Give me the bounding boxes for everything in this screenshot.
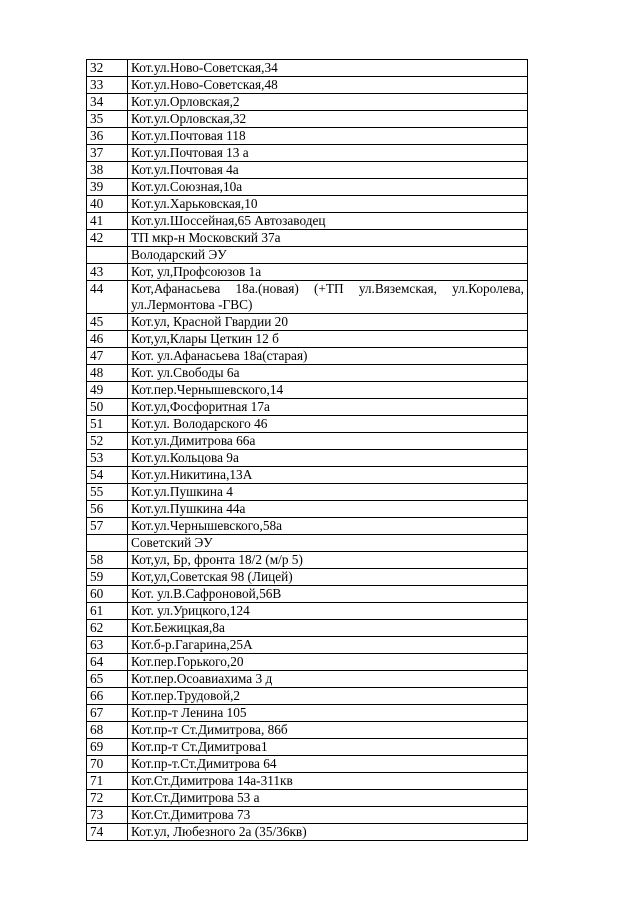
- table-row: [87, 739, 528, 756]
- row-number: 64: [87, 654, 128, 671]
- row-number: 65: [87, 671, 128, 688]
- boiler-name: Кот.Ст.Димитрова 14а-311кв: [128, 773, 528, 790]
- boiler-name: Кот. ул.В.Сафроновой,56В: [128, 586, 528, 603]
- boiler-name: Кот,ул,Клары Цеткин 12 б: [128, 331, 528, 348]
- table-row: [87, 824, 528, 841]
- table-row: [87, 620, 528, 637]
- row-number: 44: [87, 281, 128, 314]
- boiler-name: Кот.пр-т Ст.Димитрова, 86б: [128, 722, 528, 739]
- boiler-name: Кот.Ст.Димитрова 53 а: [128, 790, 528, 807]
- boiler-name: Кот.ул.Димитрова 66а: [128, 433, 528, 450]
- section-title: Советский ЭУ: [128, 535, 528, 552]
- table-row: [87, 688, 528, 705]
- row-number: 37: [87, 145, 128, 162]
- row-number: 56: [87, 501, 128, 518]
- section-header-row: [87, 535, 528, 552]
- table-row: [87, 807, 528, 824]
- boiler-name: Кот.ул. Володарского 46: [128, 416, 528, 433]
- row-number: 33: [87, 77, 128, 94]
- row-number: 34: [87, 94, 128, 111]
- row-number: 54: [87, 467, 128, 484]
- row-number: 38: [87, 162, 128, 179]
- row-number: 58: [87, 552, 128, 569]
- boiler-name: Кот.ул.Ново-Советская,34: [128, 60, 528, 77]
- boiler-name: Кот.пр-т Ст.Димитрова1: [128, 739, 528, 756]
- table-row: [87, 60, 528, 77]
- row-number: 59: [87, 569, 128, 586]
- table-row: [87, 416, 528, 433]
- table-row: [87, 331, 528, 348]
- boiler-name: Кот.ул.Пушкина 44а: [128, 501, 528, 518]
- boiler-name: Кот.ул.Никитина,13А: [128, 467, 528, 484]
- table-row: [87, 179, 528, 196]
- table-row: [87, 569, 528, 586]
- table-row: [87, 671, 528, 688]
- table-body: [87, 60, 528, 841]
- row-number: 43: [87, 264, 128, 281]
- table-row: [87, 484, 528, 501]
- row-number: 39: [87, 179, 128, 196]
- row-number: 61: [87, 603, 128, 620]
- table-row: [87, 281, 528, 314]
- row-number: [87, 535, 128, 552]
- boiler-name: Кот.ул.Кольцова 9а: [128, 450, 528, 467]
- row-number: 57: [87, 518, 128, 535]
- boiler-list-table: [86, 59, 528, 841]
- boiler-name: Кот.ул.Почтовая 13 а: [128, 145, 528, 162]
- row-number: 55: [87, 484, 128, 501]
- boiler-name: Кот,Афанасьева 18а.(новая) (+ТП ул.Вяземская, ул.Королева, ул.Лермонтова -ГВС): [128, 281, 528, 314]
- row-number: 73: [87, 807, 128, 824]
- table-row: [87, 433, 528, 450]
- boiler-name: Кот.пер.Горького,20: [128, 654, 528, 671]
- table-row: [87, 756, 528, 773]
- row-number: 60: [87, 586, 128, 603]
- table-row: [87, 637, 528, 654]
- table-row: [87, 399, 528, 416]
- boiler-name: Кот.ул, Красной Гвардии 20: [128, 314, 528, 331]
- boiler-name: Кот.пр-т.Ст.Димитрова 64: [128, 756, 528, 773]
- table-row: [87, 348, 528, 365]
- row-number: 49: [87, 382, 128, 399]
- boiler-name: Кот.ул,Фосфоритная 17а: [128, 399, 528, 416]
- row-number: 46: [87, 331, 128, 348]
- boiler-name: Кот.ул.Харьковская,10: [128, 196, 528, 213]
- boiler-name: Кот.б-р.Гагарина,25А: [128, 637, 528, 654]
- boiler-name: Кот.Ст.Димитрова 73: [128, 807, 528, 824]
- table-row: [87, 654, 528, 671]
- table-row: [87, 94, 528, 111]
- row-number: 53: [87, 450, 128, 467]
- table-row: [87, 145, 528, 162]
- row-number: 51: [87, 416, 128, 433]
- row-number: [87, 247, 128, 264]
- table-row: [87, 128, 528, 145]
- boiler-name: Кот,ул,Советская 98 (Лицей): [128, 569, 528, 586]
- table-row: [87, 790, 528, 807]
- row-number: 36: [87, 128, 128, 145]
- boiler-name: Кот. ул.Урицкого,124: [128, 603, 528, 620]
- row-number: 40: [87, 196, 128, 213]
- row-number: 41: [87, 213, 128, 230]
- row-number: 72: [87, 790, 128, 807]
- row-number: 32: [87, 60, 128, 77]
- row-number: 71: [87, 773, 128, 790]
- table-row: [87, 603, 528, 620]
- table-row: [87, 586, 528, 603]
- boiler-name: Кот.пр-т Ленина 105: [128, 705, 528, 722]
- row-number: 68: [87, 722, 128, 739]
- table-row: [87, 111, 528, 128]
- boiler-name: Кот.ул.Ново-Советская,48: [128, 77, 528, 94]
- row-number: 47: [87, 348, 128, 365]
- row-number: 62: [87, 620, 128, 637]
- boiler-name: Кот.ул.Шоссейная,65 Автозаводец: [128, 213, 528, 230]
- table-row: [87, 705, 528, 722]
- boiler-name: Кот.пер.Чернышевского,14: [128, 382, 528, 399]
- boiler-name: Кот,ул, Бр, фронта 18/2 (м/р 5): [128, 552, 528, 569]
- table-row: [87, 264, 528, 281]
- boiler-name: Кот.ул.Пушкина 4: [128, 484, 528, 501]
- table-row: [87, 467, 528, 484]
- row-number: 66: [87, 688, 128, 705]
- boiler-name: Кот.ул.Чернышевского,58а: [128, 518, 528, 535]
- row-number: 45: [87, 314, 128, 331]
- boiler-name: Кот.ул.Почтовая 118: [128, 128, 528, 145]
- table-row: [87, 77, 528, 94]
- boiler-name: Кот, ул,Профсоюзов 1а: [128, 264, 528, 281]
- row-number: 70: [87, 756, 128, 773]
- boiler-name: Кот.пер.Трудовой,2: [128, 688, 528, 705]
- boiler-name: Кот.ул.Орловская,2: [128, 94, 528, 111]
- row-number: 69: [87, 739, 128, 756]
- table-row: [87, 314, 528, 331]
- boiler-name: Кот.ул.Орловская,32: [128, 111, 528, 128]
- boiler-name: Кот. ул.Свободы 6а: [128, 365, 528, 382]
- row-number: 50: [87, 399, 128, 416]
- boiler-name: Кот.пер.Осоавиахима 3 д: [128, 671, 528, 688]
- table-row: [87, 213, 528, 230]
- boiler-name: ТП мкр-н Московский 37а: [128, 230, 528, 247]
- row-number: 63: [87, 637, 128, 654]
- boiler-name: Кот.Бежицкая,8а: [128, 620, 528, 637]
- table-row: [87, 552, 528, 569]
- table-row: [87, 365, 528, 382]
- table-row: [87, 230, 528, 247]
- table-row: [87, 162, 528, 179]
- boiler-name: Кот. ул.Афанасьева 18а(старая): [128, 348, 528, 365]
- table-row: [87, 501, 528, 518]
- row-number: 67: [87, 705, 128, 722]
- section-header-row: [87, 247, 528, 264]
- boiler-name: Кот.ул, Любезного 2а (35/36кв): [128, 824, 528, 841]
- boiler-name: Кот.ул.Почтовая 4а: [128, 162, 528, 179]
- row-number: 52: [87, 433, 128, 450]
- table-row: [87, 773, 528, 790]
- table-row: [87, 518, 528, 535]
- boiler-name: Кот.ул.Союзная,10а: [128, 179, 528, 196]
- row-number: 35: [87, 111, 128, 128]
- table-row: [87, 450, 528, 467]
- row-number: 42: [87, 230, 128, 247]
- section-title: Володарский ЭУ: [128, 247, 528, 264]
- table-row: [87, 382, 528, 399]
- table-row: [87, 196, 528, 213]
- table-row: [87, 722, 528, 739]
- row-number: 48: [87, 365, 128, 382]
- row-number: 74: [87, 824, 128, 841]
